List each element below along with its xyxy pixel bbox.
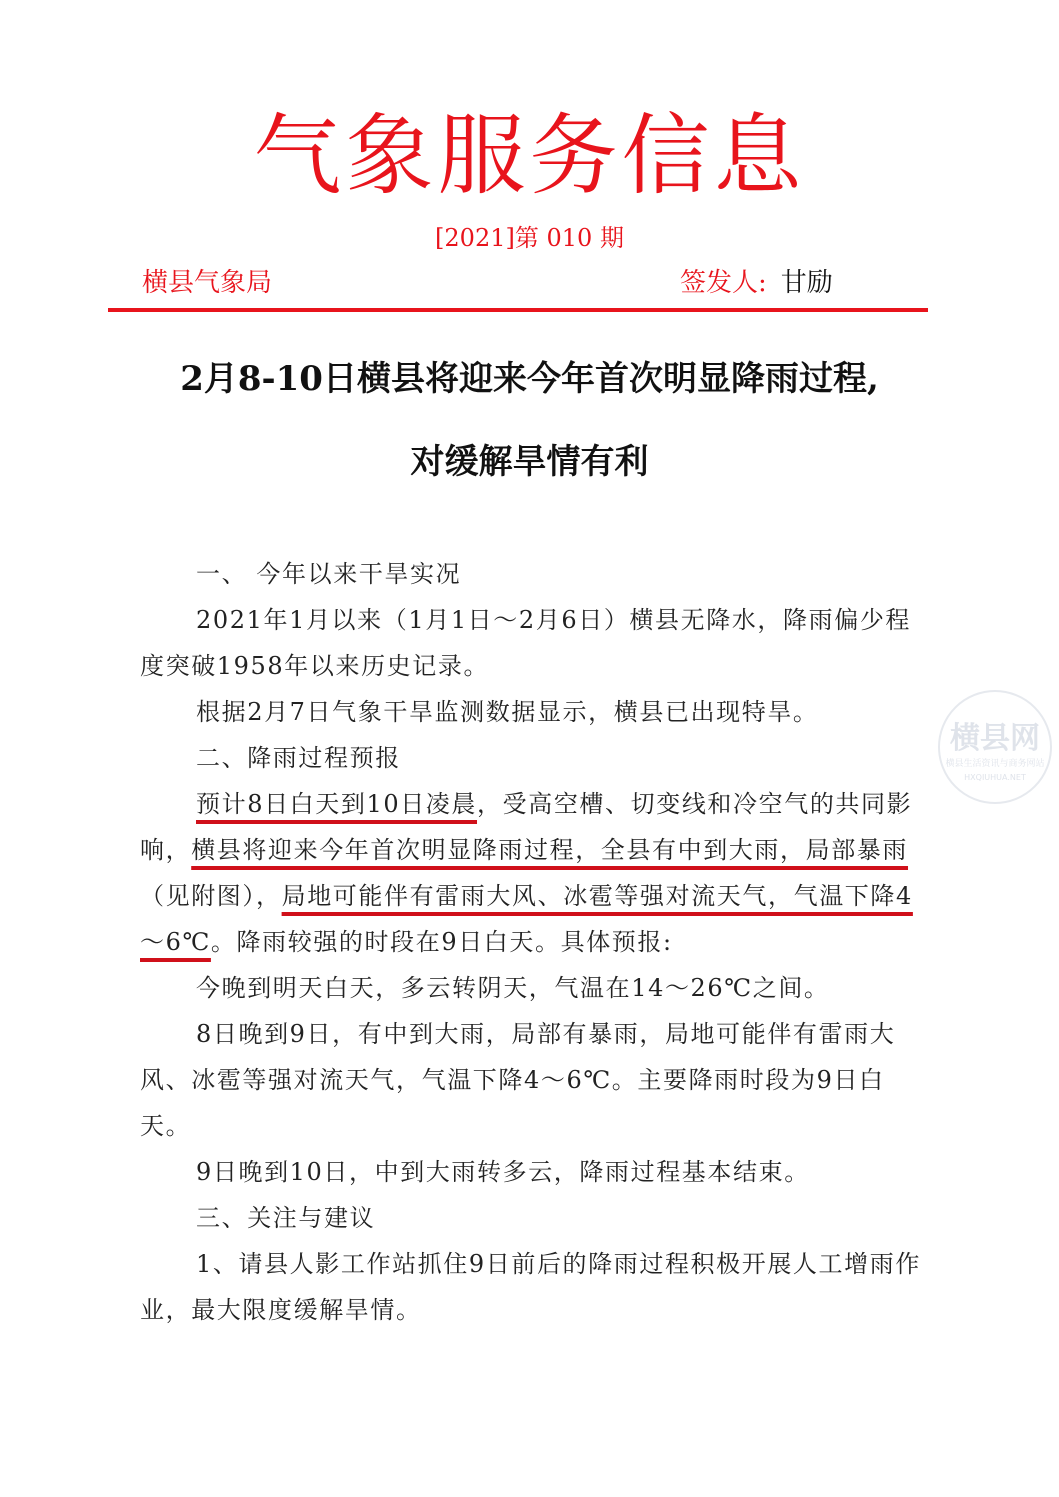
section-2-paragraph-1-text-a: ，受高空槽、切变线和冷空气的共同影响， [140, 790, 913, 864]
section-1-paragraph-1: 2021年1月以来（1月1日～2月6日）横县无降水，降雨偏少程度突破1958年以来历史记录。 [140, 606, 912, 680]
section-3-title: 三、关注与建议 [196, 1204, 376, 1232]
signer [680, 270, 833, 296]
issue-qi: 期 [599, 224, 624, 252]
issuing-bureau: 横县气象局 [142, 268, 273, 298]
signer-name: 甘励 [780, 268, 833, 298]
highlight-rain-process: 横县将迎来今年首次明显降雨过程，全县有中到大雨，局部暴雨 [191, 836, 909, 864]
headline-line-2: 对缓解旱情有利 [410, 442, 649, 482]
section-2-paragraph-1-text-c: 。降雨较强的时段在9日白天。具体预报: [210, 928, 673, 956]
site-watermark [938, 690, 1052, 804]
highlight-forecast-period: 预计8日白天到10日凌晨 [196, 790, 478, 818]
watermark-url: HXQIUHUA.NET [964, 773, 1026, 782]
section-2-title: 二、降雨过程预报 [196, 744, 401, 772]
issue-number-line [0, 226, 1059, 250]
section-2-paragraph-2: 今晚到明天白天，多云转阴天，气温在14～26℃之间。 [196, 974, 830, 1002]
watermark-main: 横县网 [950, 721, 1040, 756]
section-2-paragraph-3: 8日晚到9日，有中到大雨，局部有暴雨，局地可能伴有雷雨大风、冰雹等强对流天气，气温下降4～6℃。主要降雨时段为9日白天。 [140, 1020, 896, 1140]
section-2-paragraph-1-text-b: （见附图）， [140, 882, 282, 910]
section-2-paragraph-4: 9日晚到10日，中到大雨转多云，降雨过程基本结束。 [196, 1158, 810, 1186]
issue-number: 010 [546, 224, 593, 252]
section-1-paragraph-2: 根据2月7日气象干旱监测数据显示，横县已出现特旱。 [196, 698, 819, 726]
watermark-sub: 横县生活资讯与商务网站 [945, 759, 1045, 769]
section-3-paragraph-1: 1、请县人影工作站抓住9日前后的降雨过程积极开展人工增雨作业，最大限度缓解旱情。 [140, 1250, 921, 1324]
issue-di: 第 [514, 224, 539, 252]
highlight-severe-weather: 局地可能伴有雷雨大风、冰雹等强对流天气，气温下降4～6℃ [140, 882, 913, 956]
section-2-paragraph-1 [140, 781, 930, 965]
signer-label: 签发人: [680, 268, 767, 298]
body-text [140, 551, 930, 1333]
issue-year: [2021] [435, 224, 515, 252]
headline-line-1: 2月8-10日横县将迎来今年首次明显降雨过程, [180, 359, 879, 399]
section-1-title: 一、 今年以来干旱实况 [196, 560, 462, 588]
masthead-title: 气象服务信息 [253, 104, 806, 207]
masthead-divider [108, 308, 928, 312]
